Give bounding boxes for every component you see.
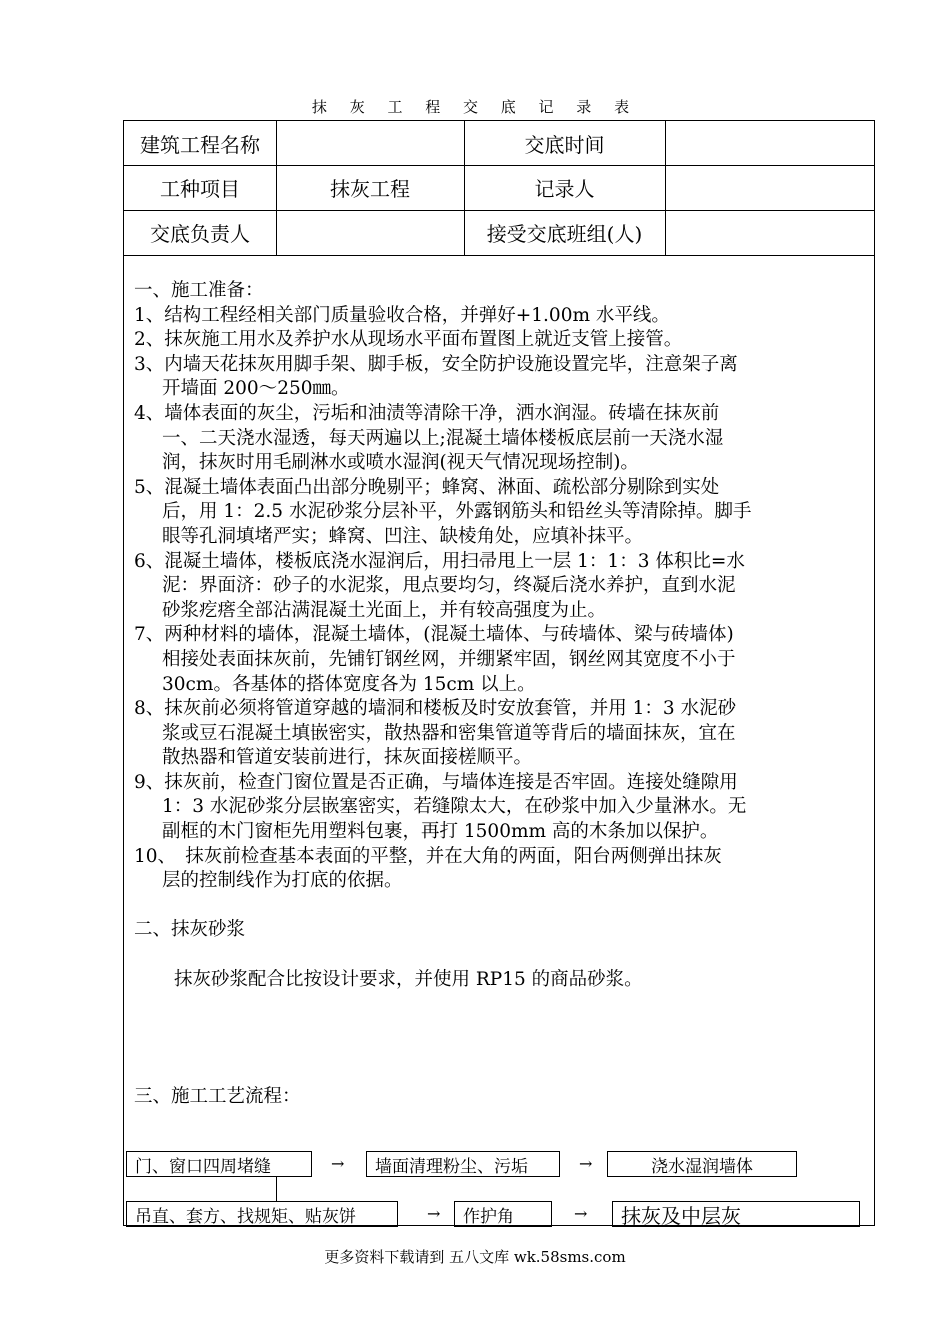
flow-connector	[276, 1177, 277, 1201]
flow-step-corner-guard: 作护角	[454, 1201, 552, 1227]
trade-value: 抹灰工程	[330, 177, 410, 201]
prep-line: 30cm。各基体的搭体宽度各为 15cm 以上。	[162, 673, 536, 695]
flow-step-seal-gaps: 门、窗口四周堵缝	[126, 1151, 312, 1177]
prep-line: 6、混凝土墙体，楼板底浇水湿润后，用扫帚甩上一层 1：1：3 体积比=水	[134, 550, 745, 572]
prep-line: 7、两种材料的墙体，混凝土墙体，(混凝土墙体、与砖墙体、梁与砖墙体)	[134, 624, 734, 646]
receiving-team-value	[665, 210, 874, 255]
project-name-value	[276, 121, 464, 165]
prep-line: 2、抹灰施工用水及养护水从现场水平面布置图上就近支管上接管。	[134, 329, 683, 351]
responsible-label: 交底负责人	[150, 222, 250, 246]
section-heading: 一、施工准备：	[134, 280, 264, 301]
arrow-right-icon: →	[579, 1154, 593, 1173]
record-table	[123, 120, 875, 1226]
recorder-label: 记录人	[534, 177, 595, 201]
section-heading: 二、抹灰砂浆	[134, 919, 246, 941]
arrow-right-icon: →	[574, 1204, 588, 1223]
row-divider	[124, 255, 874, 256]
prep-line: 相接处表面抹灰前，先铺钉钢丝网，并绷紧牢固，钢丝网其宽度不小于	[162, 648, 736, 670]
trade-label: 工种项目	[160, 177, 240, 201]
prep-line: 浆或豆石混凝土填嵌密实，散热器和密集管道等背后的墙面抹灰，宜在	[162, 722, 736, 744]
prep-line: 5、混凝土墙体表面凸出部分晚剔平；蜂窝、淋面、疏松部分剔除到实处	[134, 476, 720, 498]
handover-time-value	[665, 121, 874, 165]
document-title: 抹 灰 工 程 交 底 记 录 表	[311, 98, 639, 116]
mortar-text: 抹灰砂浆配合比按设计要求，并使用 RP15 的商品砂浆。	[174, 968, 643, 990]
prep-line: 1：3 水泥砂浆分层嵌塞密实，若缝隙太大，在砂浆中加入少量淋水。无	[162, 796, 747, 818]
project-name-label: 建筑工程名称	[140, 132, 260, 157]
prep-line: 3、内墙天花抹灰用脚手架、脚手板，安全防护设施设置完毕，注意架子离	[134, 353, 738, 375]
section-heading: 三、施工工艺流程：	[134, 1085, 301, 1107]
prep-line: 8、抹灰前必须将管道穿越的墙洞和楼板及时安放套管，并用 1：3 水泥砂	[134, 698, 737, 720]
prep-line: 9、抹灰前，检查门窗位置是否正确，与墙体连接是否牢固。连接处缝隙用	[134, 771, 738, 793]
footer-note: 更多资料下载请到 五八文库 wk.58sms.com	[324, 1248, 626, 1266]
prep-line: 4、墙体表面的灰尘，污垢和油渍等清除干净，洒水润湿。砖墙在抹灰前	[134, 402, 720, 424]
flow-step-wet-wall: 浇水湿润墙体	[607, 1151, 797, 1177]
prep-line: 后，用 1：2.5 水泥砂浆分层补平，外露钢筋头和铅丝头等清除掉。脚手	[162, 501, 752, 523]
recorder-value	[665, 165, 874, 210]
handover-time-label: 交底时间	[524, 132, 605, 157]
prep-line: 1、结构工程经相关部门质量验收合格，并弹好+1.00m 水平线。	[134, 304, 670, 326]
arrow-right-icon: →	[427, 1204, 441, 1223]
prep-line: 砂浆疙瘩全部沾满混凝土光面上，并有较高强度为止。	[162, 599, 607, 621]
prep-line: 泥：界面济：砂子的水泥浆，甩点要均匀，终凝后浇水养护，直到水泥	[162, 575, 736, 597]
flow-step-align-square: 吊直、套方、找规矩、贴灰饼	[126, 1201, 398, 1227]
prep-line: 润，抹灰时用毛刷淋水或喷水湿润(视天气情况现场控制)。	[162, 452, 639, 474]
prep-line: 副框的木门窗柜先用塑料包裹，再打 1500mm 高的木条加以保护。	[162, 821, 719, 843]
flow-step-plaster-coat: 抹灰及中层灰	[612, 1201, 860, 1227]
arrow-right-icon: →	[331, 1154, 345, 1173]
prep-line: 一、二天浇水湿透，每天两遍以上;混凝土墙体楼板底层前一天浇水湿	[162, 427, 724, 449]
receiving-team-label: 接受交底班组(人)	[486, 222, 643, 246]
responsible-value	[276, 210, 464, 255]
prep-line: 眼等孔洞填堵严实；蜂窝、凹注、缺棱角处，应填补抹平。	[162, 525, 644, 547]
content-body	[134, 279, 864, 1109]
flow-step-clean-wall: 墙面清理粉尘、污垢	[366, 1151, 560, 1177]
prep-line: 散热器和管道安装前进行，抹灰面接槎顺平。	[162, 747, 533, 769]
prep-line: 开墙面 200～250㎜。	[162, 378, 350, 400]
prep-line: 10、 抹灰前检查基本表面的平整，并在大角的两面，阳台两侧弹出抹灰	[134, 845, 722, 867]
prep-line: 层的控制线作为打底的依据。	[162, 870, 403, 892]
